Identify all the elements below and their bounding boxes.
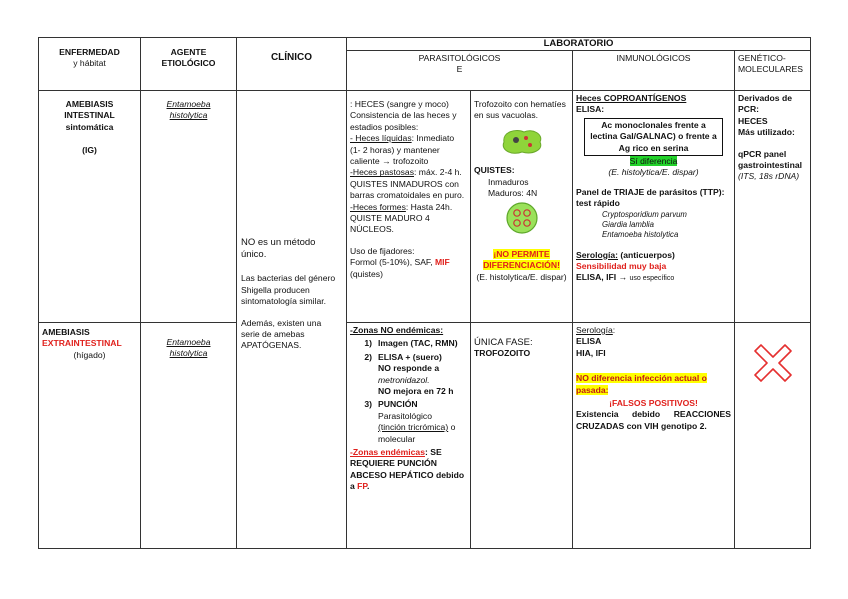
diagnosis-table	[38, 37, 811, 549]
header-geneticos: GENÉTICO- MOLECULARES	[735, 51, 811, 91]
cross-icon	[751, 341, 795, 385]
header-enfermedad: ENFERMEDAD y hábitat	[39, 38, 141, 91]
trophozoite-icon	[474, 126, 569, 159]
header-laboratorio: LABORATORIO	[347, 38, 811, 51]
elisa-box: Ac monoclonales frente a lectina Gal/GALNAC) o frente a Ag rico en serina	[584, 118, 723, 156]
header-clinico: CLÍNICO	[237, 38, 347, 91]
header-parasitologicos: PARASITOLÓGICOS E	[347, 51, 573, 91]
row1-enfermedad: AMEBIASIS INTESTINAL sintomática (IG)	[39, 91, 141, 323]
row1-inmunologicos: Heces COPROANTÍGENOS ELISA: Ac monoclonales frente a lectina Gal/GALNAC) o frente a Ag rico en serina Sí diferencia (E. histolytica/E. dispar) Panel de TRIAJE de parásitos (TTP): test rápido Cryptosporidium parvum Giardia lamblia Entamoeba histolytica Serología: (anticuerpos) Sensibilidad muy baja ELISA, IFI → uso específico	[573, 91, 735, 323]
header-agente: AGENTE ETIOLÓGICO	[141, 38, 237, 91]
row1-parasitologicos-b: Trofozoito con hematíes en sus vacuolas. QUISTES: Inmaduros Maduros: 4N ¡NO PERMITE DIFERENCIACIÓN! (E. histolytica/E. dispar)	[471, 91, 573, 323]
row1-geneticos: Derivados de PCR: HECES Más utilizado: qPCR panel gastrointestinal (ITS, 18s rDNA)	[735, 91, 811, 323]
row2-parasitologicos-a: -Zonas NO endémicas: 1) Imagen (TAC, RMN) 2) ELISA + (suero) NO responde a metronidazol. NO mejora en 72 h 3) PUNCIÓN Parasitológico (tinción tricrómica) o molecular -Zonas endémicas: SE REQUIERE PUNCIÓN ABCESO HEPÁTICO debido a FP.	[347, 323, 471, 549]
row2-agente: Entamoeba histolytica	[141, 323, 237, 549]
cyst-icon	[474, 201, 569, 238]
clinico-cell: NO es un método único. Las bacterias del género Shigella producen sintomatología similar. Además, existen una serie de amebas APATÓGENAS.	[237, 91, 347, 549]
row1-parasitologicos-a: : HECES (sangre y moco) Consistencia de las heces y estadios posibles: - Heces líquidas: Inmediato (1- 2 horas) y mantener caliente → trofozoito -Heces pastosas: máx. 2-4 h. QUISTES INMADUROS con barras cromatoidales en puro. -Heces formes: Hasta 24h. QUISTE MADURO 4 NÚCLEOS. Uso de fijadores: Formol (5-10%), SAF, MIF (quistes)	[347, 91, 471, 323]
row1-agente: Entamoeba histolytica	[141, 91, 237, 323]
row2-geneticos	[735, 323, 811, 549]
row2-enfermedad: AMEBIASIS EXTRAINTESTINAL (hígado)	[39, 323, 141, 549]
row2-inmunologicos: Serología: ELISA HIA, IFI NO diferencia infección actual o pasada: ¡FALSOS POSITIVOS! Existencia debido REACCIONES CRUZADAS con VIH genotipo 2.	[573, 323, 735, 549]
row2-parasitologicos-b: ÚNICA FASE: TROFOZOITO	[471, 323, 573, 549]
header-inmunologicos: INMUNOLÓGICOS	[573, 51, 735, 91]
